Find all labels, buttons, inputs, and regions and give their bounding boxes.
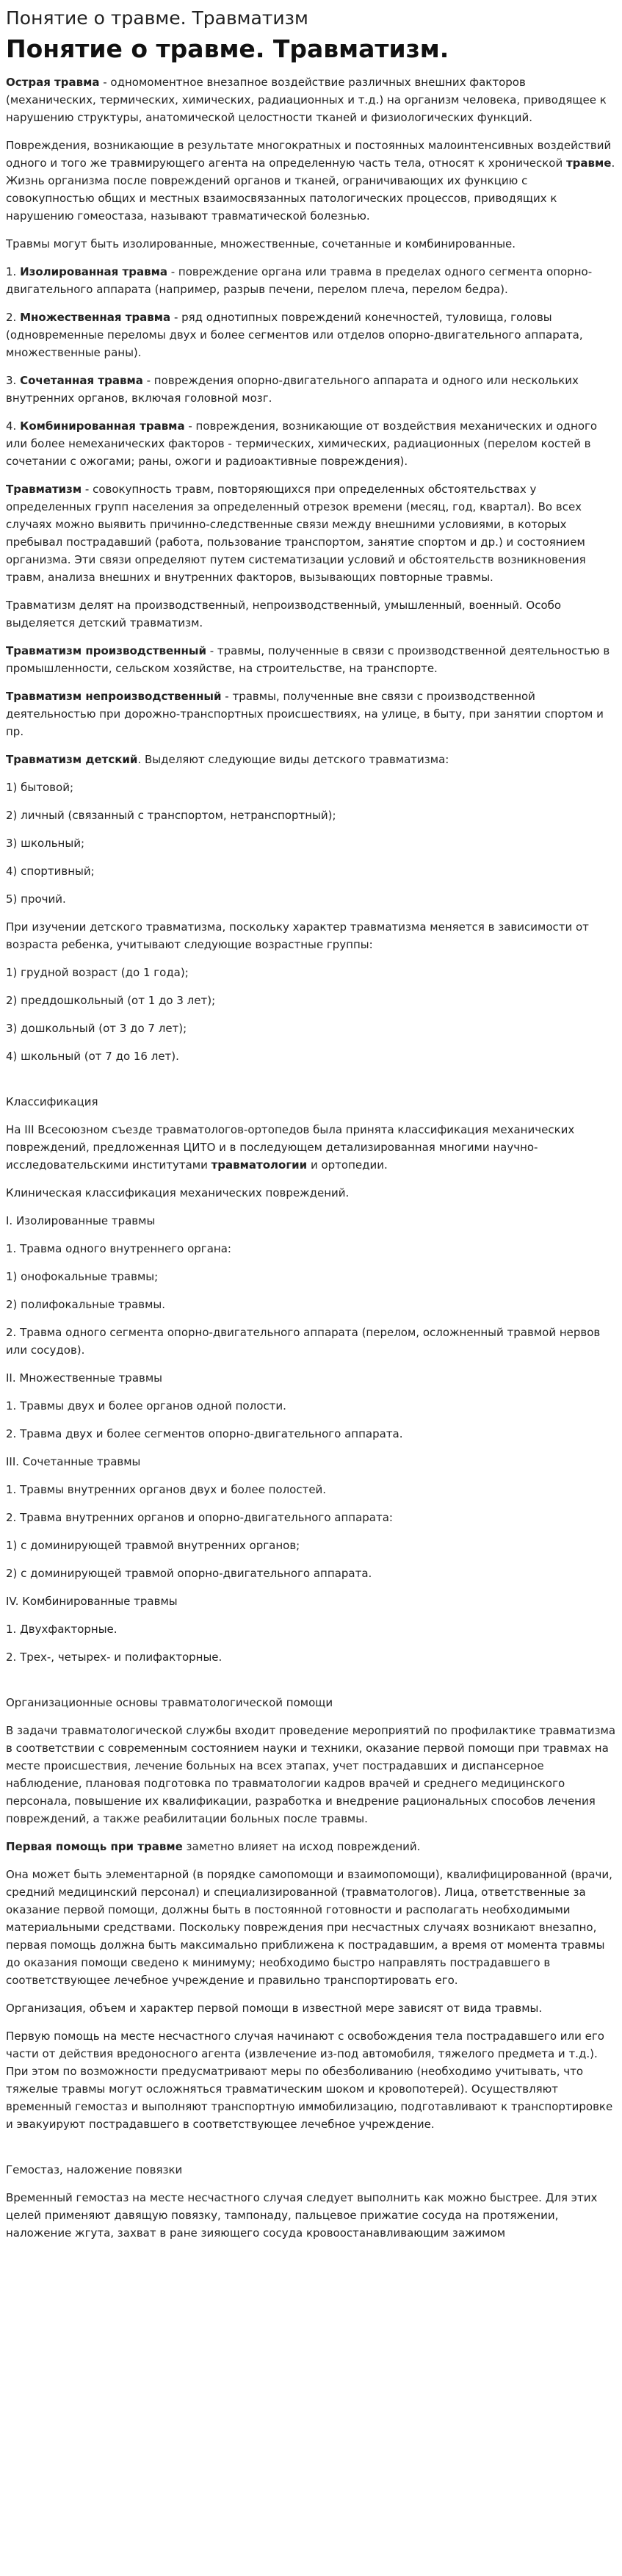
article-paragraph	[6, 309, 616, 361]
text-run: Временный гемостаз на месте несчастного случая следует выполнить как можно быстрее. Для этих целей применяют давящую повязку, тампонаду, пальцевое прижатие сосуда на протяжении, наложение жгута, захват в ране зияющего сосуда кровоостанавливающим зажимом	[6, 2191, 598, 2240]
article-paragraph	[6, 751, 616, 768]
article-paragraph	[6, 688, 616, 740]
section-heading	[6, 2161, 616, 2179]
article-paragraph	[6, 1537, 616, 1554]
text-run: 4) школьный (от 7 до 16 лет).	[6, 1050, 179, 1063]
article-paragraph	[6, 964, 616, 981]
article-paragraph	[6, 1020, 616, 1037]
text-run: - травмы, полученные в связи с производственной деятельностью в промышленности, сельском хозяйстве, на строительстве, на транспорте.	[6, 644, 610, 675]
text-run: Травмы могут быть изолированные, множественные, сочетанные и комбинированные.	[6, 237, 516, 250]
bold-term: Травматизм детский	[6, 753, 138, 766]
article-paragraph	[6, 1722, 616, 1828]
text-run: 1.	[6, 265, 21, 278]
text-run: 2) личный (связанный с транспортом, нетранспортный);	[6, 809, 336, 822]
text-run: - совокупность травм, повторяющихся при определенных обстоятельствах у определенных групп населения за определенный отрезок времени (месяц, год, квартал). Во всех случаях можно выявить причинно-следственные связи между внешними условиями, в которых пребывал пострадавший (работа, пользование транспортом, занятие спортом и др.) и состоянием организма. Эти связи определяют путем систематизации условий и обстоятельств возникновения травм, анализа внешних и внутренних факторов, вызывающих повторные травмы.	[6, 483, 586, 584]
article-body	[6, 73, 616, 2242]
text-run: На III Всесоюзном съезде травматологов-ортопедов была принята классификация механических повреждений, предложенная ЦИТО и в последующем детализированная многими научно-исследовательскими институтами	[6, 1123, 575, 1172]
bold-term: Первая помощь при травме	[6, 1840, 183, 1853]
article-paragraph	[6, 1047, 616, 1065]
bold-term: Изолированная травма	[20, 265, 167, 278]
text-run: 1) онофокальные травмы;	[6, 1270, 159, 1283]
text-run: III. Сочетанные травмы	[6, 1455, 141, 1468]
article-paragraph	[6, 1212, 616, 1230]
article-paragraph	[6, 417, 616, 470]
text-run: Она может быть элементарной (в порядке самопомощи и взаимопомощи), квалифицированной (врачи, средний медицинский персонал) и специализированной (травматологов). Лица, ответственные за оказание первой помощи, должны быть в постоянной готовности и располагать необходимыми материальными средствами. Поскольку повреждения при несчастных случаях возникают внезапно, первая помощь должна быть максимально приближена к пострадавшим, а время от момента травмы до оказания помощи сведено к минимуму; необходимо быстро направлять пострадавшего в соответствующее лечебное учреждение и правильно транспортировать его.	[6, 1868, 612, 1987]
article-paragraph	[6, 992, 616, 1009]
article-paragraph	[6, 1565, 616, 1582]
article-paragraph	[6, 1509, 616, 1526]
text-run: 2. Травма двух и более сегментов опорно-двигательного аппарата.	[6, 1427, 403, 1440]
text-run: - ряд однотипных повреждений конечностей, туловища, головы (одновременные переломы двух и более сегментов или отделов опорно-двигательного аппарата, множественные раны).	[6, 311, 583, 359]
text-run: 2) полифокальные травмы.	[6, 1298, 166, 1311]
text-run: - повреждения опорно-двигательного аппарата и одного или нескольких внутренних органов, включая головной мозг.	[6, 374, 579, 405]
article-paragraph	[6, 2189, 616, 2242]
bold-term: Сочетанная травма	[20, 374, 143, 387]
article-paragraph	[6, 1240, 616, 1258]
bold-term: Множественная травма	[20, 311, 171, 324]
article-paragraph	[6, 1866, 616, 1989]
text-run: 2) преддошкольный (от 1 до 3 лет);	[6, 994, 216, 1007]
text-run: 1. Двухфакторные.	[6, 1623, 117, 1636]
bold-term: травматологии	[211, 1158, 308, 1172]
article-paragraph	[6, 1481, 616, 1498]
text-run: Организационные основы травматологической помощи	[6, 1696, 333, 1709]
bold-term: Травматизм непроизводственный	[6, 690, 222, 703]
article-paragraph	[6, 372, 616, 407]
text-run: 3) школьный;	[6, 837, 85, 850]
article-paragraph	[6, 1838, 616, 1855]
text-run: - повреждение органа или травма в пределах одного сегмента опорно-двигательного аппарата (например, разрыв печени, перелом плеча, перелом бедра).	[6, 265, 593, 296]
text-run: 3.	[6, 374, 21, 387]
text-run: В задачи травматологической службы входит проведение мероприятий по профилактике травматизма в соответствии с современным состоянием науки и техники, оказание первой помощи при травмах на месте происшествия, лечение больных на всех этапах, учет пострадавших и диспансерное наблюдение, плановая подготовка по травматологии кадров врачей и среднего медицинского персонала, повышение их квалификации, разработка и внедрение рациональных способов лечения повреждений, а также реабилитации больных после травмы.	[6, 1724, 616, 1825]
bold-term: Травматизм производственный	[6, 644, 206, 657]
text-run: 2. Трех-, четырех- и полифакторные.	[6, 1650, 223, 1664]
article-paragraph	[6, 1592, 616, 1610]
text-run: Клиническая классификация механических повреждений.	[6, 1186, 350, 1199]
article-paragraph	[6, 890, 616, 908]
bold-term: травме	[565, 156, 612, 170]
section-heading	[6, 1093, 616, 1111]
text-run: 2. Травма внутренних органов и опорно-двигательного аппарата:	[6, 1511, 393, 1524]
article-paragraph	[6, 1324, 616, 1359]
text-run: 1) с доминирующей травмой внутренних органов;	[6, 1539, 300, 1552]
text-run: IV. Комбинированные травмы	[6, 1595, 178, 1608]
page-window-title: Понятие о травме. Травматизм	[6, 7, 308, 29]
article-paragraph	[6, 480, 616, 586]
text-run: 2) с доминирующей травмой опорно-двигательного аппарата.	[6, 1567, 372, 1580]
article-paragraph	[6, 1397, 616, 1415]
article-paragraph	[6, 1999, 616, 2017]
text-run: 5) прочий.	[6, 892, 66, 906]
text-run: 1. Травмы внутренних органов двух и более полостей.	[6, 1483, 327, 1496]
article-paragraph	[6, 1425, 616, 1443]
article-paragraph	[6, 862, 616, 880]
text-run: 2. Травма одного сегмента опорно-двигательного аппарата (перелом, осложненный травмой нервов или сосудов).	[6, 1326, 601, 1357]
article-paragraph	[6, 1121, 616, 1174]
article-paragraph	[6, 1369, 616, 1387]
text-run: Гемостаз, наложение повязки	[6, 2163, 183, 2176]
section-heading	[6, 1694, 616, 1711]
article-paragraph	[6, 1648, 616, 1666]
article-paragraph	[6, 73, 616, 126]
text-run: Организация, объем и характер первой помощи в известной мере зависят от вида травмы.	[6, 2002, 543, 2015]
article-paragraph	[6, 235, 616, 253]
text-run: Классификация	[6, 1095, 98, 1108]
text-run: . Выделяют следующие виды детского травматизма:	[137, 753, 449, 766]
text-run: II. Множественные травмы	[6, 1371, 163, 1385]
article-paragraph	[6, 642, 616, 677]
article-paragraph	[6, 263, 616, 298]
article-paragraph	[6, 1620, 616, 1638]
article-paragraph	[6, 807, 616, 824]
article-paragraph	[6, 834, 616, 852]
article-paragraph	[6, 596, 616, 632]
text-run: 4.	[6, 419, 21, 433]
article-paragraph	[6, 1184, 616, 1202]
article-paragraph	[6, 1268, 616, 1285]
text-run: 1) бытовой;	[6, 781, 73, 794]
text-run: Повреждения, возникающие в результате многократных и постоянных малоинтенсивных воздействий одного и того же травмирующего агента на определенную часть тела, относят к хронической	[6, 139, 612, 170]
bold-term: Острая травма	[6, 76, 100, 89]
text-run: 1. Травма одного внутреннего органа:	[6, 1242, 231, 1255]
article-paragraph	[6, 779, 616, 796]
text-run: I. Изолированные травмы	[6, 1214, 156, 1227]
text-run: и ортопедии.	[307, 1158, 388, 1172]
bold-term: Комбинированная травма	[20, 419, 185, 433]
article-paragraph	[6, 1296, 616, 1313]
text-run: 3) дошкольный (от 3 до 7 лет);	[6, 1022, 187, 1035]
text-run: 2.	[6, 311, 21, 324]
text-run: заметно влияет на исход повреждений.	[182, 1840, 421, 1853]
text-run: 1. Травмы двух и более органов одной полости.	[6, 1399, 286, 1413]
text-run: - повреждения, возникающие от воздействия механических и одного или более немеханических факторов - термических, химических, радиационных (перелом костей в сочетании с ожогами; раны, ожоги и радиоактивные повреждения).	[6, 419, 598, 468]
article-paragraph	[6, 2027, 616, 2133]
text-run: 4) спортивный;	[6, 865, 95, 878]
article-paragraph	[6, 137, 616, 225]
article-paragraph	[6, 1453, 616, 1471]
text-run: 1) грудной возраст (до 1 года);	[6, 966, 189, 979]
text-run: . Жизнь организма после повреждений органов и тканей, ограничивающих их функцию с совокупностью общих и местных взаимосвязанных патологических процессов, приводящих к нарушению гомеостаза, называют травматической болезнью.	[6, 156, 615, 223]
text-run: - одномоментное внезапное воздействие различных внешних факторов (механических, термических, химических, радиационных и т.д.) на организм человека, приводящее к нарушению структуры, анатомической целостности тканей и физиологических функций.	[6, 76, 607, 124]
bold-term: Травматизм	[6, 483, 82, 496]
text-run: При изучении детского травматизма, поскольку характер травматизма меняется в зависимости от возраста ребенка, учитывают следующие возрастные группы:	[6, 920, 589, 951]
text-run: - травмы, полученные вне связи с производственной деятельностью при дорожно-транспортных происшествиях, на улице, в быту, при занятии спортом и пр.	[6, 690, 604, 738]
article-paragraph	[6, 918, 616, 953]
article-heading: Понятие о травме. Травматизм.	[6, 35, 449, 63]
text-run: Первую помощь на месте несчастного случая начинают с освобождения тела пострадавшего или его части от действия вредоносного агента (извлечение из-под автомобиля, тяжелого предмета и т.д.). При этом по возможности предусматривают меры по обезболиванию (необходимо учитывать, что тяжелые травмы могут осложняться травматическим шоком и кровопотерей). Осуществляют временный гемостаз и выполняют транспортную иммобилизацию, подготавливают к транспортировке и эвакуируют пострадавшего в соответствующее лечебное учреждение.	[6, 2030, 613, 2131]
text-run: Травматизм делят на производственный, непроизводственный, умышленный, военный. Особо выделяется детский травматизм.	[6, 599, 562, 629]
